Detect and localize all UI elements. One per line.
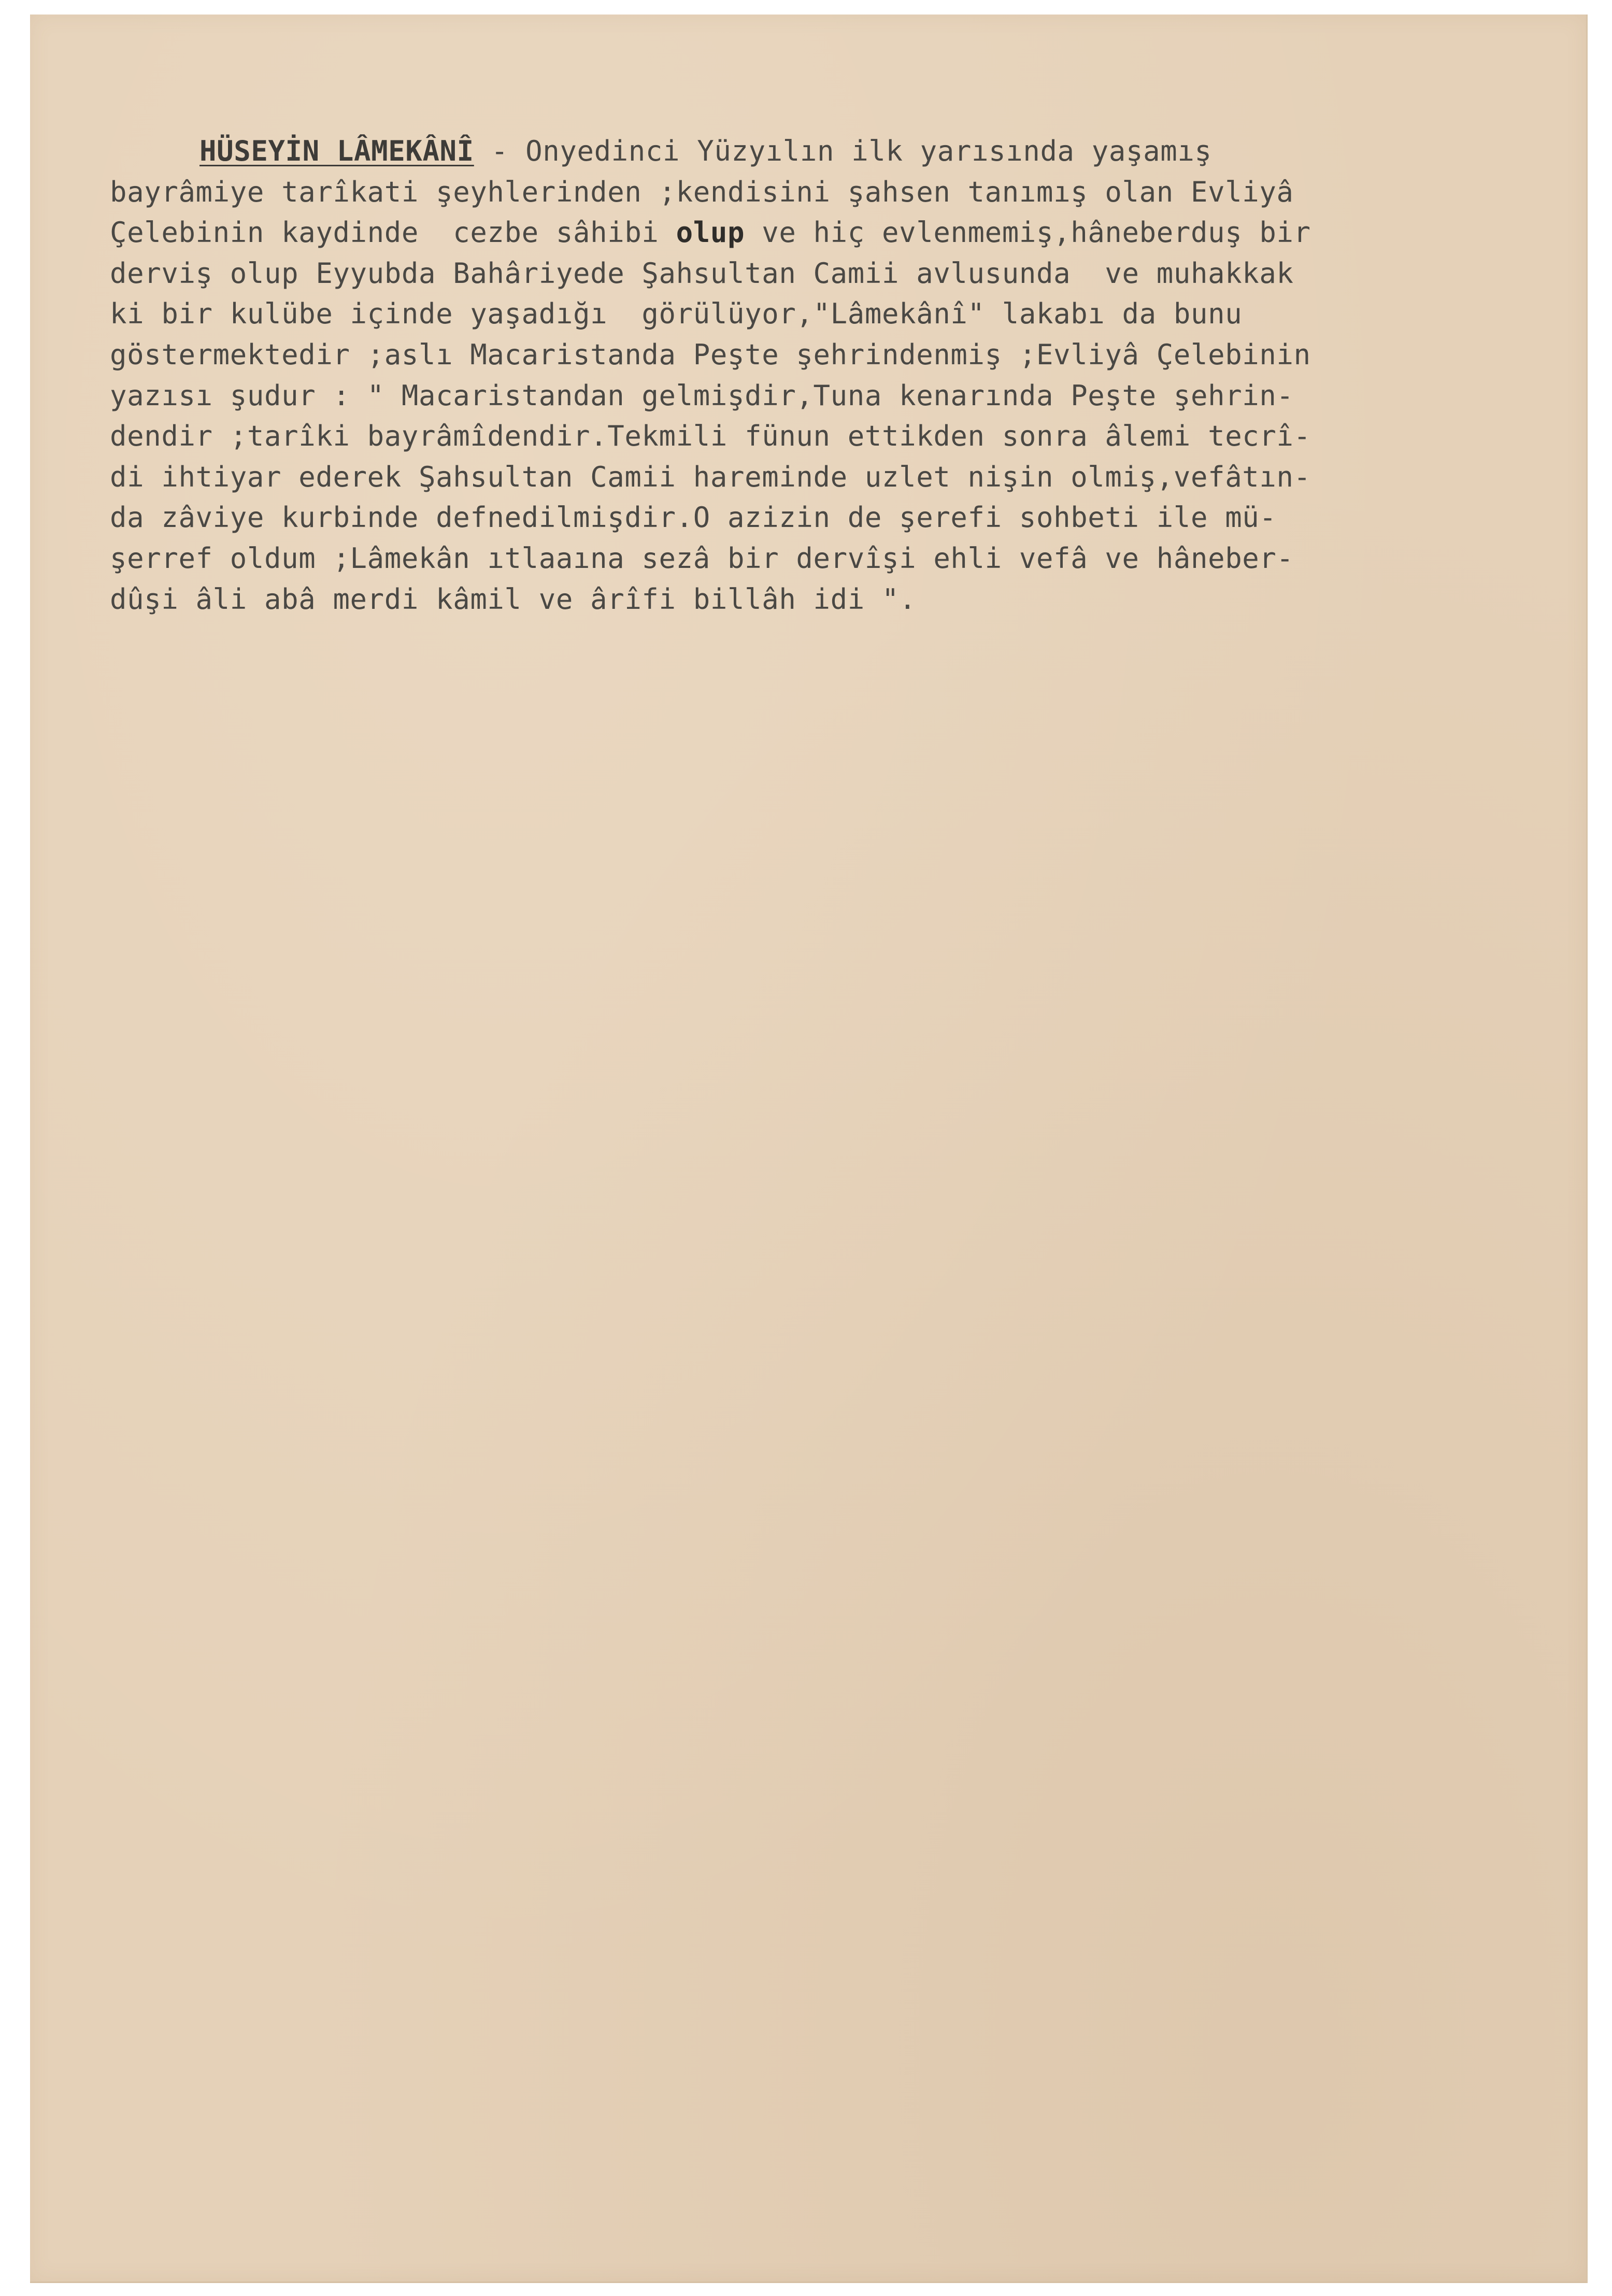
entry-line: di ihtiyar ederek Şahsultan Camii hareminde uzlet nişin olmiş,vefâtın- <box>110 460 1311 493</box>
entry-line: dendir ;tarîki bayrâmîdendir.Tekmili fünun ettikden sonra âlemi tecrî- <box>110 420 1311 453</box>
entry-line: şerref oldum ;Lâmekân ıtlaaına sezâ bir dervîşi ehli vefâ ve hâneber- <box>110 541 1294 575</box>
overtyped-word: olup <box>676 216 745 249</box>
encyclopedia-entry <box>110 131 1612 620</box>
entry-line-text: ve hiç evlenmemiş,hâneberduş bir <box>745 216 1311 249</box>
entry-line: derviş olup Eyyubda Bahâriyede Şahsultan Camii avlusunda ve muhakkak <box>110 256 1294 290</box>
entry-line: ki bir kulübe içinde yaşadığı görülüyor,"Lâmekânî" lakabı da bunu <box>110 297 1243 331</box>
entry-line: yazısı şudur : " Macaristandan gelmişdir,Tuna kenarında Peşte şehrin- <box>110 379 1294 412</box>
entry-line-text: Çelebinin kaydinde cezbe sâhibi <box>110 216 676 249</box>
entry-line: da zâviye kurbinde defnedilmişdir.O azizin de şerefi sohbeti ile mü- <box>110 501 1277 534</box>
heading-dash: - <box>474 135 526 167</box>
typed-page <box>30 15 1588 2283</box>
entry-line: bayrâmiye tarîkati şeyhlerinden ;kendisini şahsen tanımış olan Evliyâ <box>110 175 1294 208</box>
entry-line <box>110 131 1612 172</box>
entry-line-text: Onyedinci Yüzyılın ilk yarısında yaşamış <box>525 135 1212 167</box>
entry-line: dûşi âli abâ merdi kâmil ve ârîfi billâh idi ". <box>110 582 917 616</box>
entry-line: göstermektedir ;aslı Macaristanda Peşte şehrindenmiş ;Evliyâ Çelebinin <box>110 338 1311 371</box>
entry-heading: HÜSEYİN LÂMEKÂNÎ <box>199 135 474 167</box>
entry-line <box>110 212 1612 253</box>
